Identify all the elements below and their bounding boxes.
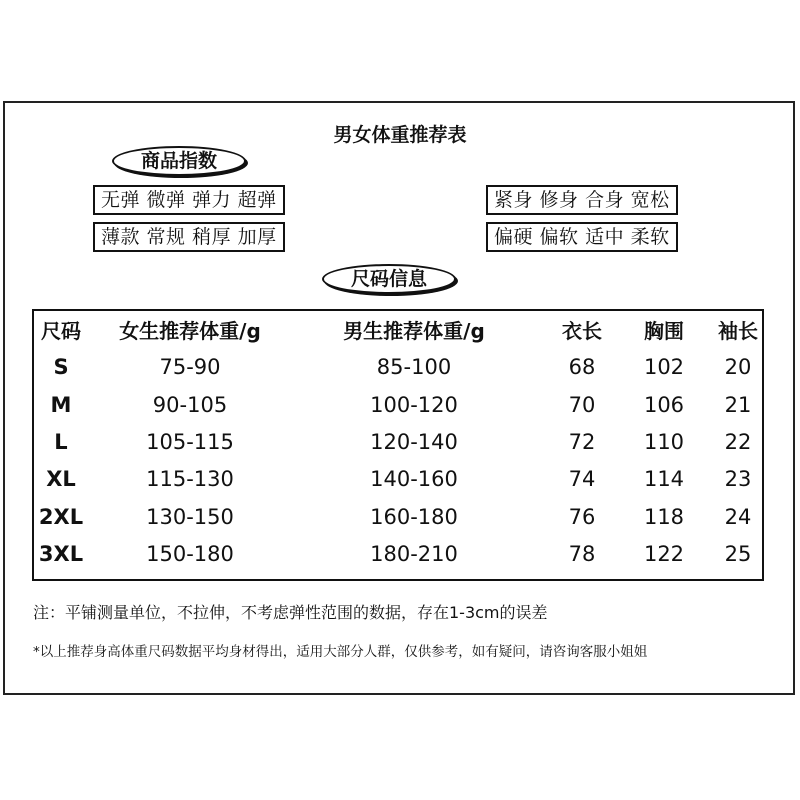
- page-title: 男女体重推荐表: [333, 124, 467, 146]
- table-cell-female-weight: 150-180: [146, 542, 234, 566]
- column-header-sleeve: 袖长: [718, 319, 758, 343]
- table-cell-length: 70: [568, 393, 596, 417]
- elasticity-options: 无弹 微弹 弹力 超弹: [93, 185, 285, 215]
- table-cell-size: M: [50, 393, 72, 417]
- table-cell-size: XL: [46, 467, 76, 491]
- table-cell-female-weight: 105-115: [146, 430, 234, 454]
- table-cell-size: S: [53, 355, 69, 379]
- table-cell-chest: 118: [643, 505, 685, 529]
- table-cell-size: 3XL: [38, 542, 84, 566]
- table-cell-male-weight: 140-160: [370, 467, 458, 491]
- thickness-options: 薄款 常规 稍厚 加厚: [93, 222, 285, 252]
- table-cell-sleeve: 23: [724, 467, 752, 491]
- table-cell-length: 72: [568, 430, 596, 454]
- table-cell-chest: 106: [643, 393, 685, 417]
- table-cell-sleeve: 20: [724, 355, 752, 379]
- table-cell-female-weight: 115-130: [146, 467, 234, 491]
- softness-options: 偏硬 偏软 适中 柔软: [486, 222, 678, 252]
- column-header-male-weight: 男生推荐体重/g: [343, 319, 485, 343]
- table-cell-size: 2XL: [38, 505, 84, 529]
- measurement-note: 注：平铺测量单位，不拉伸，不考虑弹性范围的数据，存在1-3cm的误差: [33, 603, 548, 622]
- table-cell-length: 76: [568, 505, 596, 529]
- column-header-length: 衣长: [562, 319, 602, 343]
- table-cell-length: 78: [568, 542, 596, 566]
- table-cell-size: L: [54, 430, 68, 454]
- size-info-label: 尺码信息: [322, 264, 456, 294]
- table-cell-sleeve: 21: [724, 393, 752, 417]
- table-cell-male-weight: 100-120: [370, 393, 458, 417]
- column-header-chest: 胸围: [644, 319, 684, 343]
- disclaimer-note: *以上推荐身高体重尺码数据平均身材得出，适用大部分人群，仅供参考，如有疑问，请咨询客服小姐姐: [33, 644, 648, 660]
- table-cell-chest: 114: [643, 467, 685, 491]
- table-cell-length: 68: [568, 355, 596, 379]
- column-header-female-weight: 女生推荐体重/g: [119, 319, 261, 343]
- table-cell-male-weight: 120-140: [370, 430, 458, 454]
- table-cell-sleeve: 22: [724, 430, 752, 454]
- table-cell-female-weight: 130-150: [146, 505, 234, 529]
- fit-options: 紧身 修身 合身 宽松: [486, 185, 678, 215]
- column-header-size: 尺码: [41, 319, 81, 343]
- table-cell-male-weight: 85-100: [376, 355, 452, 379]
- table-cell-sleeve: 24: [724, 505, 752, 529]
- table-cell-chest: 110: [643, 430, 685, 454]
- table-cell-sleeve: 25: [724, 542, 752, 566]
- product-index-label: 商品指数: [112, 146, 246, 176]
- size-table: [32, 309, 764, 581]
- table-cell-male-weight: 180-210: [370, 542, 458, 566]
- table-cell-chest: 102: [643, 355, 685, 379]
- table-cell-male-weight: 160-180: [370, 505, 458, 529]
- table-cell-female-weight: 75-90: [159, 355, 221, 379]
- table-cell-length: 74: [568, 467, 596, 491]
- table-cell-female-weight: 90-105: [152, 393, 228, 417]
- table-cell-chest: 122: [643, 542, 685, 566]
